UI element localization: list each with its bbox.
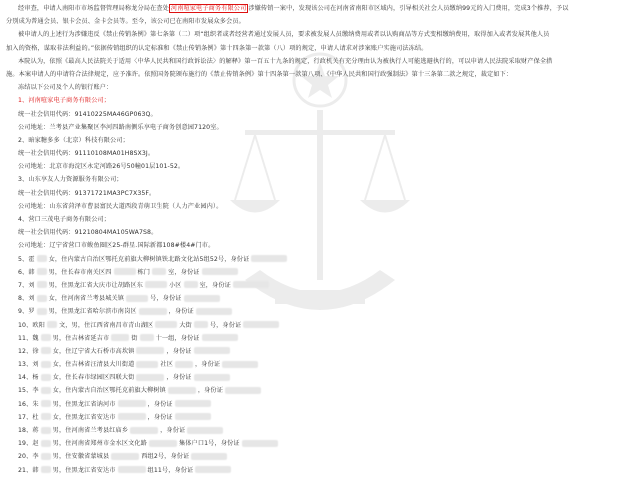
person-entry: 19、赵 男，住河南省郑州市金水区文化路 集体户口1号，身份证 <box>6 437 634 450</box>
person-entry: 12、徐 女，住辽宁省大石桥市高坎镇 ，身份证 <box>6 345 634 358</box>
paragraph-2-line-1: 被申请人的上述行为涉嫌违反《禁止传销条例》第七条第（二）项“组织者或者经营者通过发展人员，要求被发展人员缴纳费用或者以认购商品等方式变相缴纳费用，取得加入或者发展其他人员 <box>18 31 550 39</box>
person-entry: 8、刘 女，住河南省兰考县城关镇 号，身份证 <box>6 292 634 305</box>
company-3-code: 统一社会信用代码：91371721MA3PC7X35F。 <box>18 189 156 197</box>
person-entry: 5、霍 女，住内蒙古自治区鄂托克前旗大柳树镇铁北路文化站5组52号，身份证 <box>6 253 634 266</box>
company-4-name: 4、营口三茂电子商务有限公司； <box>18 216 111 223</box>
company-4-code: 统一社会信用代码：91210804MA105WA7S8。 <box>18 229 158 237</box>
person-entry: 10、欧阳 文，男，住江西省南昌市青山湖区 大街 号，身份证 <box>6 319 634 332</box>
person-entry: 15、李 女，住内蒙古自治区鄂托克前旗大柳树镇 ，身份证 <box>6 384 634 397</box>
paragraph-1-line-1: 经审查，申请人南阳市市场监督管理局称龙分局在查处 河南喧家电子商务有限公司 涉嫌传销一案中，发现该公司在河南省南阳市区域内，引导相关社会人员缴纳99元的入门费用，完成3个推荐，予以 <box>18 5 569 12</box>
person-entry: 18、蒋 男，住河南省兰考县红庙乡 ，身份证 <box>6 424 634 437</box>
person-entry: 13、刘 女，住吉林省汪清县大川街道 社区 ，身份证 <box>6 358 634 371</box>
company-1-code: 统一社会信用代码：91410225MA46GP063Q。 <box>18 110 157 118</box>
person-entry: 11、魏 男，住吉林省延吉市 街 十一组，身份证 <box>6 332 634 345</box>
company-1-name: 1、河南喧家电子商务有限公司； <box>18 97 111 105</box>
highlighted-company-name: 河南喧家电子商务有限公司 <box>170 5 247 12</box>
person-entry: 9、罗 男，住黑龙江省哈尔滨市南岗区 ，身份证 <box>6 305 634 318</box>
person-entry: 7、刘 男，住黑龙江省大庆市让胡路区东 小区 室，身份证 <box>6 279 634 292</box>
company-3-address: 公司地址：山东省菏泽市曹县富民大道西段青萌卫生院（人力产业园内）。 <box>18 202 223 210</box>
person-entry: 21、韩 男，住黑龙江省安达市 组11号，身份证 <box>6 464 634 477</box>
company-2-name: 2、暗家糖多多（北京）科技有限公司； <box>18 136 129 144</box>
person-entry: 6、韩 男，住长春市南关区四 栋门 室，身份证 <box>6 266 634 279</box>
company-1-address: 公司地址：兰考县产业集聚区李河四路南侧乐享电子商务创意园7120室。 <box>18 123 223 131</box>
paragraph-3-line-3: 冻结以下公司及个人的银行账户： <box>18 84 113 92</box>
person-entry: 17、杜 女，住黑龙江省安达市 ，身份证 <box>6 411 634 424</box>
company-4-address: 公司地址：辽宁省营口市鲅鱼圈区25-群星.国际新都108#楼4#门市。 <box>18 242 215 250</box>
person-entry: 20、李 男，住安徽省蒙城县 西组2号，身份证 <box>6 450 634 463</box>
paragraph-3-line-2: 施。本案申请人的申请符合法律规定，应予准许。依照国务院颁布施行的《禁止传销条例》第十四条第一款第八项、《中华人民共和国行政强制法》第十三条第二款之规定，裁定如下： <box>6 70 513 78</box>
person-entry: 16、朱 男，住黑龙江省讷河市 ，身份证 <box>6 398 634 411</box>
paragraph-3-line-1: 本院认为，依照《最高人民法院关于适用〈中华人民共和国行政诉讼法〉的解释》第一百五十九条的规定，行政机关有充分理由认为被执行人可能逃避执行的，可以申请人民法院采取财产保全措 <box>18 57 553 65</box>
paragraph-2-line-2: 加入的资格，谋取非法利益的。”依据传销组织的认定标准和《禁止传销条例》第十四条第一款第（八）项的规定，申请人请求对涉案账户实施司法冻结。 <box>6 44 428 52</box>
company-2-code: 统一社会信用代码：91110108MA01H8SX3J。 <box>18 150 155 158</box>
company-3-name: 3、山东享友人力资源服务有限公司； <box>18 176 123 184</box>
company-2-address: 公司地址：北京市海淀区永定河路26号50幢01层101-52。 <box>18 163 185 171</box>
person-entry: 14、杨 女，住长春市绿园区四联大街 ，身份证 <box>6 371 634 384</box>
paragraph-1-line-2: 分别成为普通会员、银卡会员、金卡会员等。至今，该公司已在南阳市发展众多会员。 <box>6 18 245 26</box>
